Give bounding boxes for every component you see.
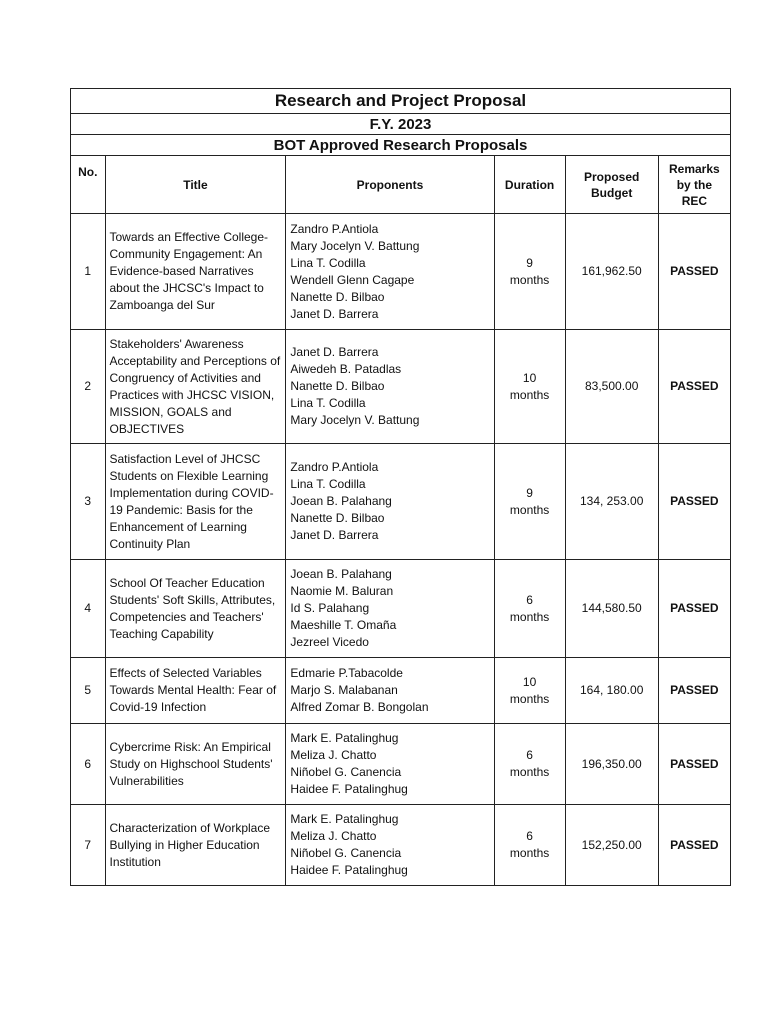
remarks-status: PASSED — [658, 658, 730, 724]
proposal-title: School Of Teacher Education Students' Soft Skills, Attributes, Competencies and Teachers' Teaching Capability — [105, 560, 286, 658]
proposed-budget: 134, 253.00 — [565, 444, 658, 560]
header-no: No. — [71, 156, 106, 214]
proponent-name: Mark E. Patalinghug — [290, 812, 399, 826]
proponent-name: Zandro P.Antiola — [290, 221, 379, 236]
proposal-title: Effects of Selected Variables Towards Mental Health: Fear of Covid-19 Infection — [105, 658, 286, 724]
duration-cell — [494, 724, 565, 805]
proponent-name: Aiwedeh B. Patadlas — [290, 362, 402, 376]
duration-unit: months — [509, 387, 550, 402]
duration-unit: months — [509, 272, 550, 287]
duration-cell — [494, 805, 565, 886]
proponent-name: Niñobel G. Canencia — [290, 765, 402, 779]
duration-cell — [494, 560, 565, 658]
proponent-name: Janet D. Barrera — [290, 345, 379, 359]
proposal-title: Stakeholders' Awareness Acceptability and Perceptions of Congruency of Activities and Practices with JHCSC VISION, MISSION, GOALS and OBJECTIVES — [105, 330, 286, 444]
row-number: 6 — [71, 724, 106, 805]
proponent-name: Nanette D. Bilbao — [290, 289, 385, 304]
table-row — [71, 658, 731, 724]
proponent-name: Id S. Palahang — [290, 601, 370, 615]
proponent-name: Meliza J. Chatto — [290, 748, 377, 762]
proponent-name: Wendell Glenn Cagape — [290, 272, 415, 287]
duration-unit: months — [509, 502, 550, 517]
proponent-name: Edmarie P.Tabacolde — [290, 666, 403, 680]
row-number: 7 — [71, 805, 106, 886]
proposal-title: Cybercrime Risk: An Empirical Study on Highschool Students' Vulnerabilities — [105, 724, 286, 805]
proponent-name: Mary Jocelyn V. Battung — [290, 413, 420, 427]
proponent-name: Haidee F. Patalinghug — [290, 782, 408, 796]
duration-value: 6 — [526, 592, 533, 607]
proponent-name: Naomie M. Baluran — [290, 584, 394, 598]
row-number: 1 — [71, 214, 106, 330]
duration-cell — [494, 214, 565, 330]
proposed-budget: 161,962.50 — [565, 214, 658, 330]
proponent-name: Haidee F. Patalinghug — [290, 863, 408, 877]
row-number: 5 — [71, 658, 106, 724]
proponents-list — [286, 658, 494, 724]
table-header-row — [71, 156, 731, 214]
duration-unit: months — [509, 691, 550, 706]
proponents-list — [286, 444, 494, 560]
table-row — [71, 560, 731, 658]
duration-value: 6 — [526, 829, 533, 843]
proponents-list — [286, 560, 494, 658]
document-title: Research and Project Proposal — [71, 89, 731, 114]
document-subtitle: BOT Approved Research Proposals — [71, 135, 731, 156]
proponent-name: Janet D. Barrera — [290, 528, 379, 542]
proponent-name: Mary Jocelyn V. Battung — [290, 238, 420, 253]
proposed-budget: 196,350.00 — [565, 724, 658, 805]
table-row — [71, 214, 731, 330]
proponent-name: Maeshille T. Omaña — [290, 618, 397, 632]
duration-cell — [494, 330, 565, 444]
proponent-name: Joean B. Palahang — [290, 494, 392, 508]
duration-unit: months — [509, 609, 550, 624]
proponent-name: Nanette D. Bilbao — [290, 511, 385, 525]
proponent-name: Zandro P.Antiola — [290, 460, 379, 474]
proponents-list — [286, 805, 494, 886]
fiscal-year: F.Y. 2023 — [71, 114, 731, 135]
table-body — [71, 214, 731, 886]
table-row — [71, 805, 731, 886]
proponent-name: Joean B. Palahang — [290, 567, 392, 581]
header-proponents: Proponents — [286, 156, 494, 214]
row-number: 2 — [71, 330, 106, 444]
row-number: 4 — [71, 560, 106, 658]
proposed-budget: 83,500.00 — [565, 330, 658, 444]
remarks-status: PASSED — [658, 330, 730, 444]
proponent-name: Lina T. Codilla — [290, 255, 366, 270]
remarks-status: PASSED — [658, 560, 730, 658]
duration-unit: months — [509, 765, 550, 779]
proposed-budget: 164, 180.00 — [565, 658, 658, 724]
proponent-name: Janet D. Barrera — [290, 306, 379, 321]
header-budget: Proposed Budget — [565, 156, 658, 214]
header-duration: Duration — [494, 156, 565, 214]
duration-value: 9 — [526, 485, 533, 500]
duration-cell — [494, 658, 565, 724]
proponent-name: Nanette D. Bilbao — [290, 379, 385, 393]
proponents-list — [286, 330, 494, 444]
proponent-name: Mark E. Patalinghug — [290, 731, 399, 745]
proposal-title: Satisfaction Level of JHCSC Students on Flexible Learning Implementation during COVID-19 Pandemic: Basis for the Enhancement of Learning Continuity Plan — [105, 444, 286, 560]
header-remarks: Remarks by the REC — [658, 156, 730, 214]
proposal-title: Towards an Effective College-Community Engagement: An Evidence-based Narratives about the JHCSC's Impact to Zamboanga del Sur — [105, 214, 286, 330]
duration-unit: months — [509, 846, 550, 860]
proponent-name: Marjo S. Malabanan — [290, 683, 398, 697]
proponent-name: Jezreel Vicedo — [290, 635, 369, 649]
table-row — [71, 724, 731, 805]
proposed-budget: 152,250.00 — [565, 805, 658, 886]
remarks-status: PASSED — [658, 805, 730, 886]
proponent-name: Lina T. Codilla — [290, 477, 366, 491]
remarks-status: PASSED — [658, 444, 730, 560]
table-row — [71, 444, 731, 560]
duration-value: 6 — [526, 748, 533, 762]
header-title: Title — [105, 156, 286, 214]
proponent-name: Lina T. Codilla — [290, 396, 366, 410]
duration-value: 10 — [522, 370, 537, 385]
remarks-status: PASSED — [658, 214, 730, 330]
proposal-title: Characterization of Workplace Bullying in Higher Education Institution — [105, 805, 286, 886]
duration-cell — [494, 444, 565, 560]
table-row — [71, 330, 731, 444]
proponent-name: Niñobel G. Canencia — [290, 846, 402, 860]
proposals-table — [70, 88, 731, 886]
proponent-name: Meliza J. Chatto — [290, 829, 377, 843]
proponents-list — [286, 724, 494, 805]
proposed-budget: 144,580.50 — [565, 560, 658, 658]
row-number: 3 — [71, 444, 106, 560]
duration-value: 10 — [522, 674, 537, 689]
remarks-status: PASSED — [658, 724, 730, 805]
proponents-list — [286, 214, 494, 330]
duration-value: 9 — [526, 255, 533, 270]
proponent-name: Alfred Zomar B. Bongolan — [290, 700, 429, 714]
